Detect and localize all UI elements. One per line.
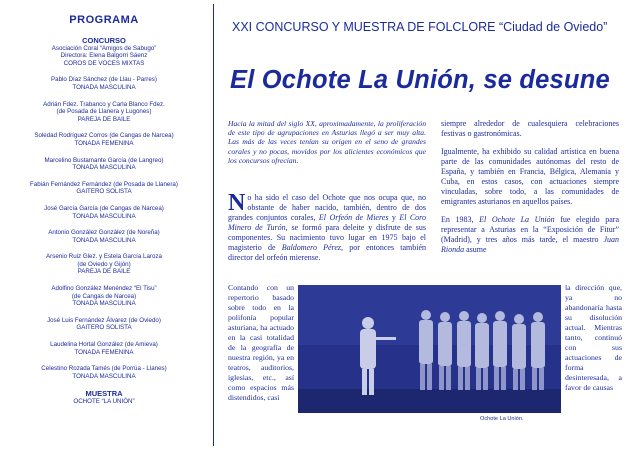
entry-category: GAITERO SOLISTA bbox=[76, 324, 132, 332]
entry-category: TONADA MASCULINA bbox=[72, 164, 136, 172]
entry-category: TONADA MASCULINA bbox=[72, 236, 136, 244]
concurso-line: COROS DE VOCES MIXTAS bbox=[63, 59, 145, 67]
entry-performer: Celestino Rozada Tamés (de Porrúa - Llanes) bbox=[41, 365, 167, 373]
entry-category: TONADA FEMENINA bbox=[74, 139, 134, 147]
programa-entry bbox=[6, 285, 202, 308]
concurso-heading: CONCURSO bbox=[82, 36, 126, 45]
entry-category: TONADA FEMENINA bbox=[74, 348, 134, 356]
programa-entry bbox=[6, 365, 202, 380]
entry-performer: José García García (de Cangas de Narcea) bbox=[44, 204, 164, 212]
drop-cap: N bbox=[228, 190, 246, 216]
programa-column bbox=[6, 14, 202, 415]
concurso-block bbox=[6, 37, 202, 67]
entry-performer: Pablo Díaz Sánchez (de Llau - Parres) bbox=[51, 76, 157, 84]
article-headline: El Ochote La Unión, se desune bbox=[230, 66, 610, 94]
entry-category: PAREJA DE BAILE bbox=[77, 115, 131, 123]
col2-paragraph-1: siempre alrededor de cualesquiera celebraciones festivas o gastronómicas. bbox=[441, 119, 619, 138]
programa-title: PROGRAMA bbox=[69, 14, 139, 26]
entry-performer: Fabián Fernández Fernández (de Posada de Llanera) bbox=[30, 180, 178, 188]
entry-performer: Adrián Fdez. Trabanco y Carla Blanco Fdez. bbox=[43, 100, 165, 108]
entry-performer: Marcelino Bustamante García (de Langreo) bbox=[44, 156, 164, 164]
entry-performer: Laudelina Hortal González (de Amieva) bbox=[50, 341, 158, 349]
programa-entry bbox=[6, 229, 202, 244]
programa-entry bbox=[6, 76, 202, 91]
entry-category: TONADA MASCULINA bbox=[72, 372, 136, 380]
column-divider bbox=[213, 4, 214, 446]
programa-entry bbox=[6, 181, 202, 196]
ochote-photo bbox=[298, 285, 561, 413]
article-column-2 bbox=[441, 119, 619, 255]
entry-category: GAITERO SOLISTA bbox=[76, 188, 132, 196]
col2-paragraph-3: En 1983, El Ochote La Unión fue elegido para representar a Asturias en la “Exposición de Fitur” (Madrid), y tres años más tarde, el maestro Juan Rionda asume bbox=[441, 215, 619, 254]
concurso-line: Directora: Elena Balgorri Sáenz bbox=[60, 52, 148, 60]
programa-entry bbox=[6, 132, 202, 147]
programa-entry bbox=[6, 101, 202, 124]
programa-entry bbox=[6, 205, 202, 220]
entry-performer: Soledad Rodríguez Corros (de Cangas de Narcea) bbox=[34, 132, 174, 140]
muestra-heading: MUESTRA bbox=[85, 389, 123, 399]
entry-category: TONADA MASCULINA bbox=[72, 300, 136, 308]
entry-performer: José Luis Fernández Álvarez (de Oviedo) bbox=[47, 316, 161, 324]
entry-performer: Adolfino González Menéndez “El Tisu” bbox=[51, 285, 157, 293]
entry-performer: (de Posada de Llanera y Lugones) bbox=[56, 108, 152, 116]
entry-category: PAREJA DE BAILE bbox=[77, 268, 131, 276]
ochote-photo-illustration bbox=[298, 285, 561, 413]
entry-category: TONADA MASCULINA bbox=[72, 83, 136, 91]
col2-paragraph-2: Igualmente, ha exhibido su calidad artística en buena parte de las comunidades autónomas del resto de España, y también en Francia, Bélgica, Alemania y Cuba, en estos casos, con actuaciones siempre vinculadas, sobre todo, a las comunidades de emigrantes asturianos en aquellos países. bbox=[441, 147, 619, 206]
muestra-block bbox=[6, 389, 202, 406]
entry-category: TONADA MASCULINA bbox=[72, 212, 136, 220]
article-paragraph-1: No ha sido el caso del Ochote que nos ocupa que, no obstante de haber nacido, también, dentro de dos grandes conjuntos corales, El Orfeón de Mieres y El Coro Minero de Turón, se formó para deleite y disfrute de sus componentes. Su nacimiento tuvo lugar en 1975 bajo el magisterio de Baldomero Pérez, por entonces también director del orfeón mierense. bbox=[228, 190, 427, 262]
article-intro: Hacia la mitad del siglo XX, aproximadamente, la proliferación de este tipo de agrupaciones en Asturias llegó a ser muy alta. Las más de las veces tenían su origen en el seno de grandes corales y no pocas, movidos por los alicientes económicos que los concursos ofrecían. bbox=[228, 119, 426, 165]
article-paragraph-2: Contando con un repertorio basado sobre todo en la polifonía popular asturiana, ha actuado en la casi totalidad de la geografía de nuestra región, ya en teatros, auditorios, iglesias, etc., así como espacios más distendidos, casi bbox=[228, 283, 294, 402]
entry-performer: (de Cangas de Narcea) bbox=[71, 292, 137, 300]
muestra-line: OCHOTE “LA UNIÓN” bbox=[73, 398, 135, 406]
photo-caption: Ochote La Unión. bbox=[480, 416, 524, 422]
entry-performer: Arsenio Ruiz Glez. y Estela García Laroza bbox=[46, 253, 162, 261]
entry-performer: Antonio González González (de Noreña) bbox=[48, 229, 160, 237]
entry-performer: (de Oviedo y Gijón) bbox=[77, 260, 131, 268]
programa-entries bbox=[6, 76, 202, 380]
programa-entry bbox=[6, 157, 202, 172]
programa-entry bbox=[6, 253, 202, 276]
programa-entry bbox=[6, 317, 202, 332]
programa-entry bbox=[6, 341, 202, 356]
col2-narrow-paragraph: la dirección que, ya no abandonaría hasta su disolución actual. Mientras tanto, continuó con sus actuaciones de forma desinteresada, a favor de causas bbox=[565, 283, 622, 392]
concurso-line: Asociación Coral “Amigos de Sabugo” bbox=[51, 44, 157, 52]
article-kicker: XXI CONCURSO Y MUESTRA DE FOLCLORE “Ciudad de Oviedo” bbox=[232, 20, 608, 34]
